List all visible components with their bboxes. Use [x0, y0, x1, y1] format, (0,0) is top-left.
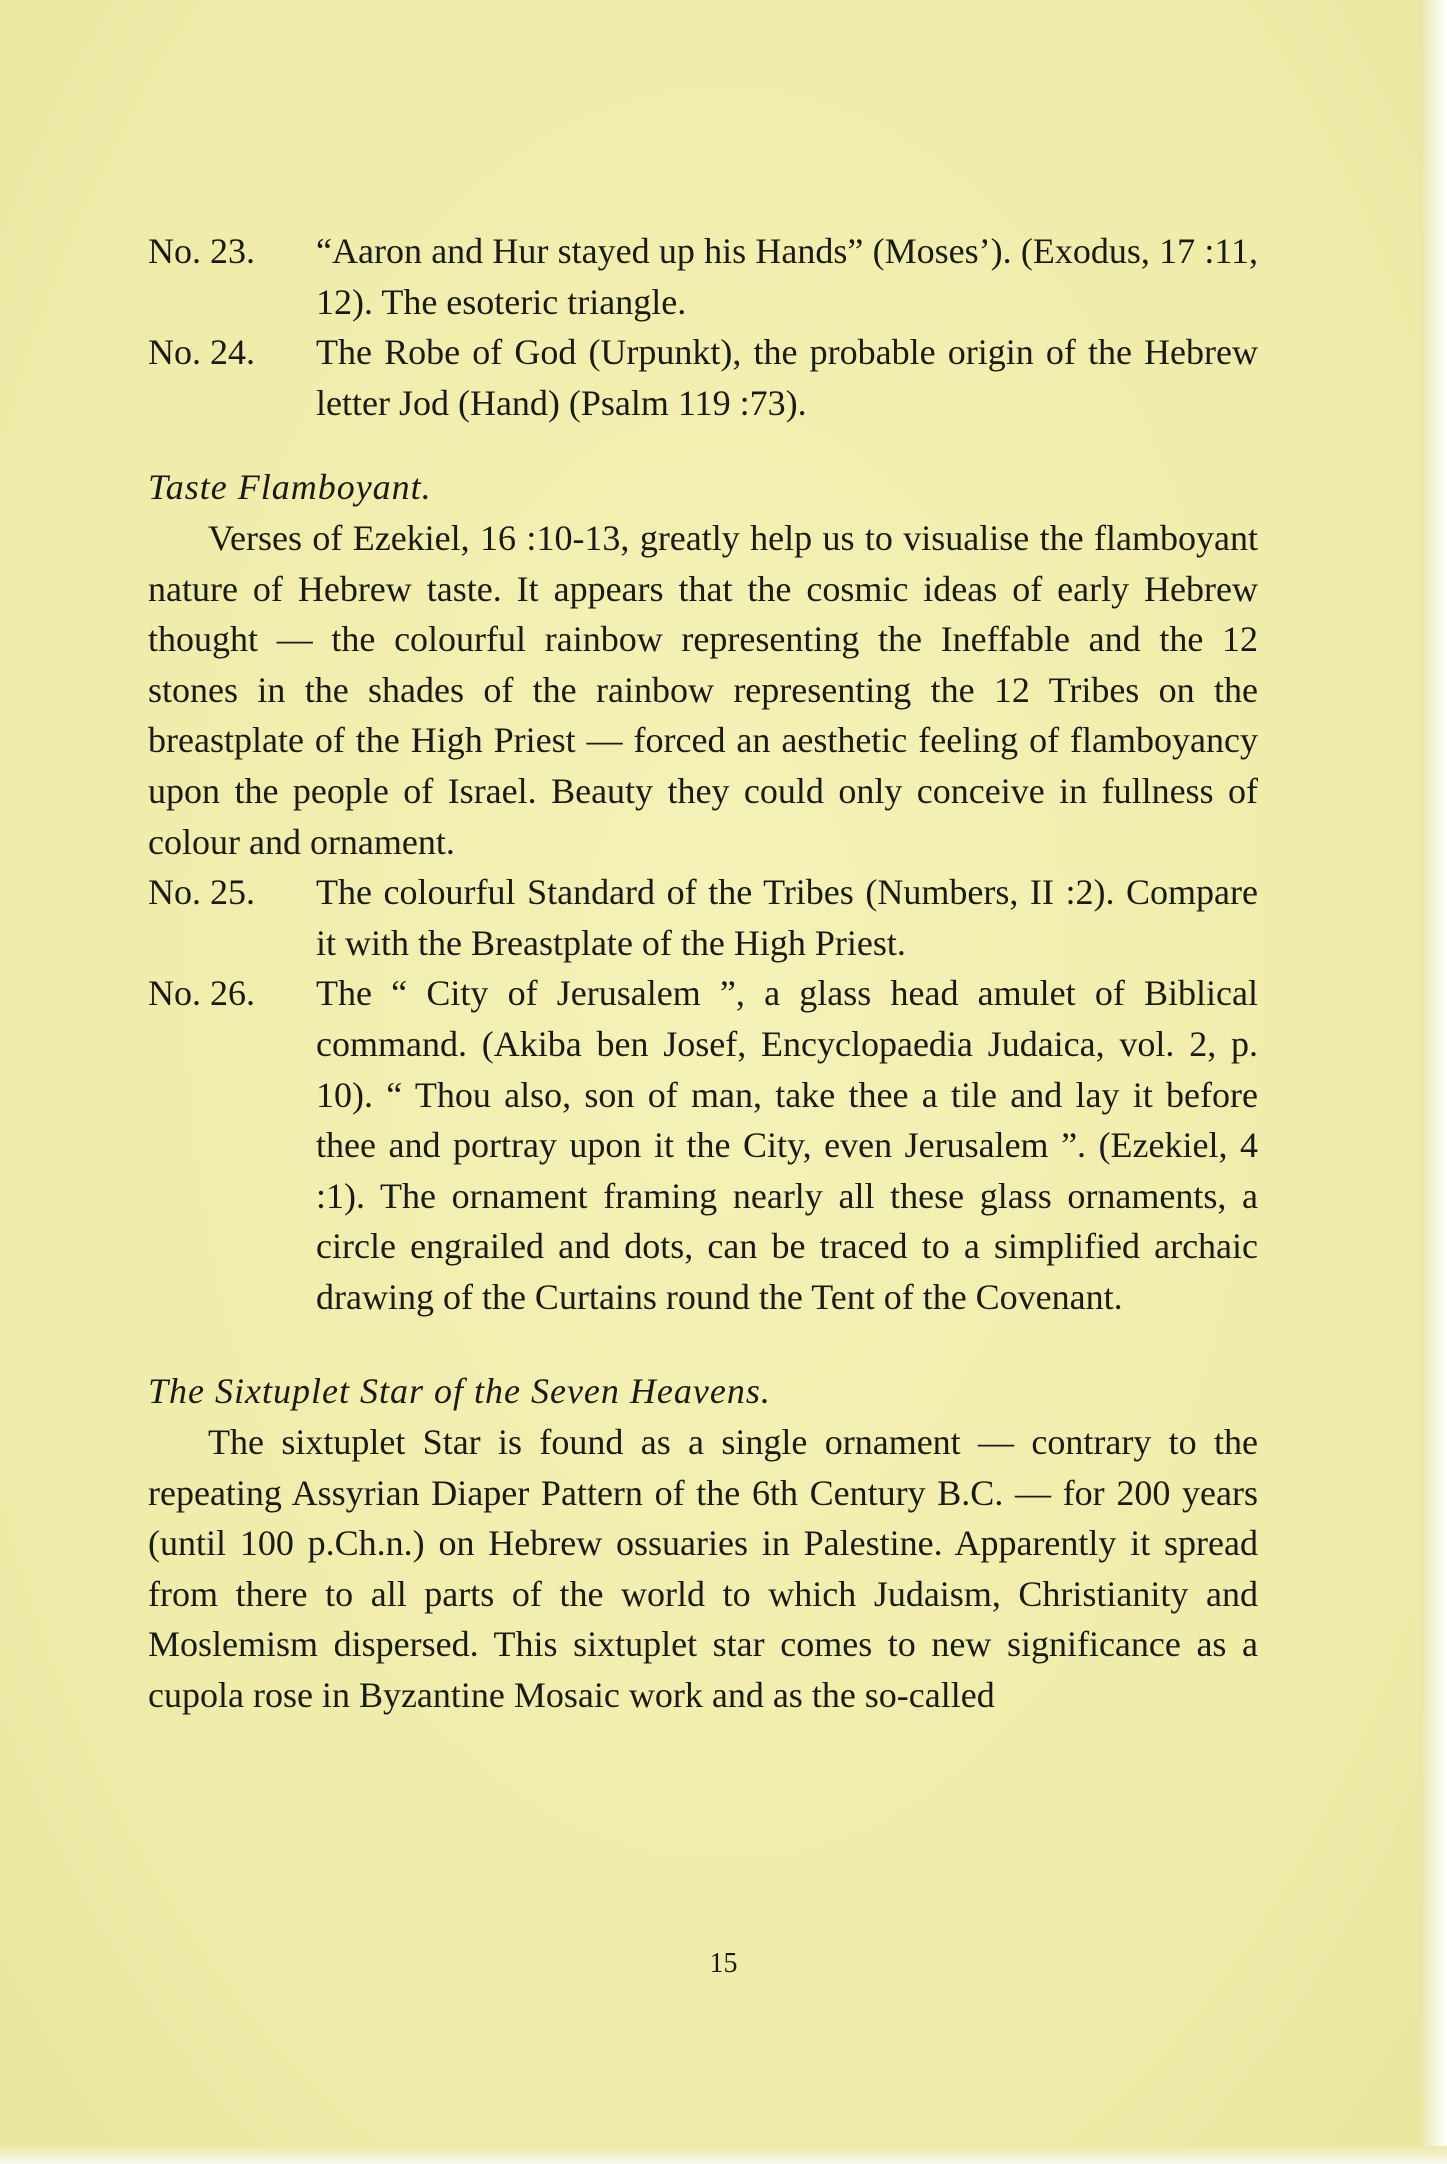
entry-number: No. 24. — [148, 332, 255, 373]
entry-25 — [148, 867, 1258, 968]
page-text — [148, 226, 1258, 1721]
paragraph-sixtuplet-star: The sixtuplet Star is found as a single ornament — contrary to the repeating Assyrian Diaper Pattern of the 6th Century B.C. — for 200 years (until 100 p.Ch.n.) on Hebrew ossuaries in Palestine. Apparently it spread from there to all parts of the world to which Judaism, Christianity and Moslemism dispersed. This sixtuplet star comes to new significance as a cupola rose in Byzantine Mosaic work and as the so-called — [148, 1422, 1258, 1716]
entry-26 — [148, 968, 1258, 1322]
entry-23 — [148, 226, 1258, 327]
page-number: 15 — [709, 1948, 738, 1979]
page-right-edge — [1421, 0, 1447, 2164]
entry-number: No. 25. — [148, 872, 255, 913]
entry-24 — [148, 327, 1258, 428]
entry-number: No. 26. — [148, 973, 255, 1014]
entry-number: No. 23. — [148, 231, 255, 271]
entry-text: The Robe of God (Urpunkt), the probable origin of the Hebrew letter Jod (Hand) (Psalm 119 :73). — [316, 332, 1258, 423]
section-heading-sixtuplet-star: The Sixtuplet Star of the Seven Heavens. — [148, 1371, 771, 1412]
entry-text: The colourful Standard of the Tribes (Numbers, II :2). Compare it with the Breastplate of the High Priest. — [316, 872, 1258, 963]
paragraph-taste-flamboyant: Verses of Ezekiel, 16 :10-13, greatly help us to visualise the flamboyant nature of Hebrew taste. It appears that the cosmic ideas of early Hebrew thought — the colourful rainbow representing the Ineffable and the 12 stones in the shades of the rainbow representing the 12 Tribes on the breastplate of the High Priest — forced an aesthetic feeling of flamboyancy upon the people of Israel. Beauty they could only conceive in fullness of colour and ornament. — [148, 517, 1258, 862]
entry-text: “Aaron and Hur stayed up his Hands” (Moses’). (Exodus, 17 :11, 12). The esoteric triangle. — [316, 231, 1258, 322]
page-bottom-edge — [0, 2146, 1447, 2164]
entry-text: The “ City of Jerusalem ”, a glass head amulet of Biblical command. (Akiba ben Josef, Encyclopaedia Judaica, vol. 2, p. 10). “ Thou also, son of man, take thee a tile and lay it before thee and portray upon it the City, even Jerusalem ”. (Ezekiel, 4 :1). The ornament framing nearly all these glass ornaments, a circle engrailed and dots, can be traced to a simplified archaic drawing of the Curtains round the Tent of the Covenant. — [316, 973, 1258, 1317]
section-heading-taste-flamboyant: Taste Flamboyant. — [148, 467, 432, 508]
